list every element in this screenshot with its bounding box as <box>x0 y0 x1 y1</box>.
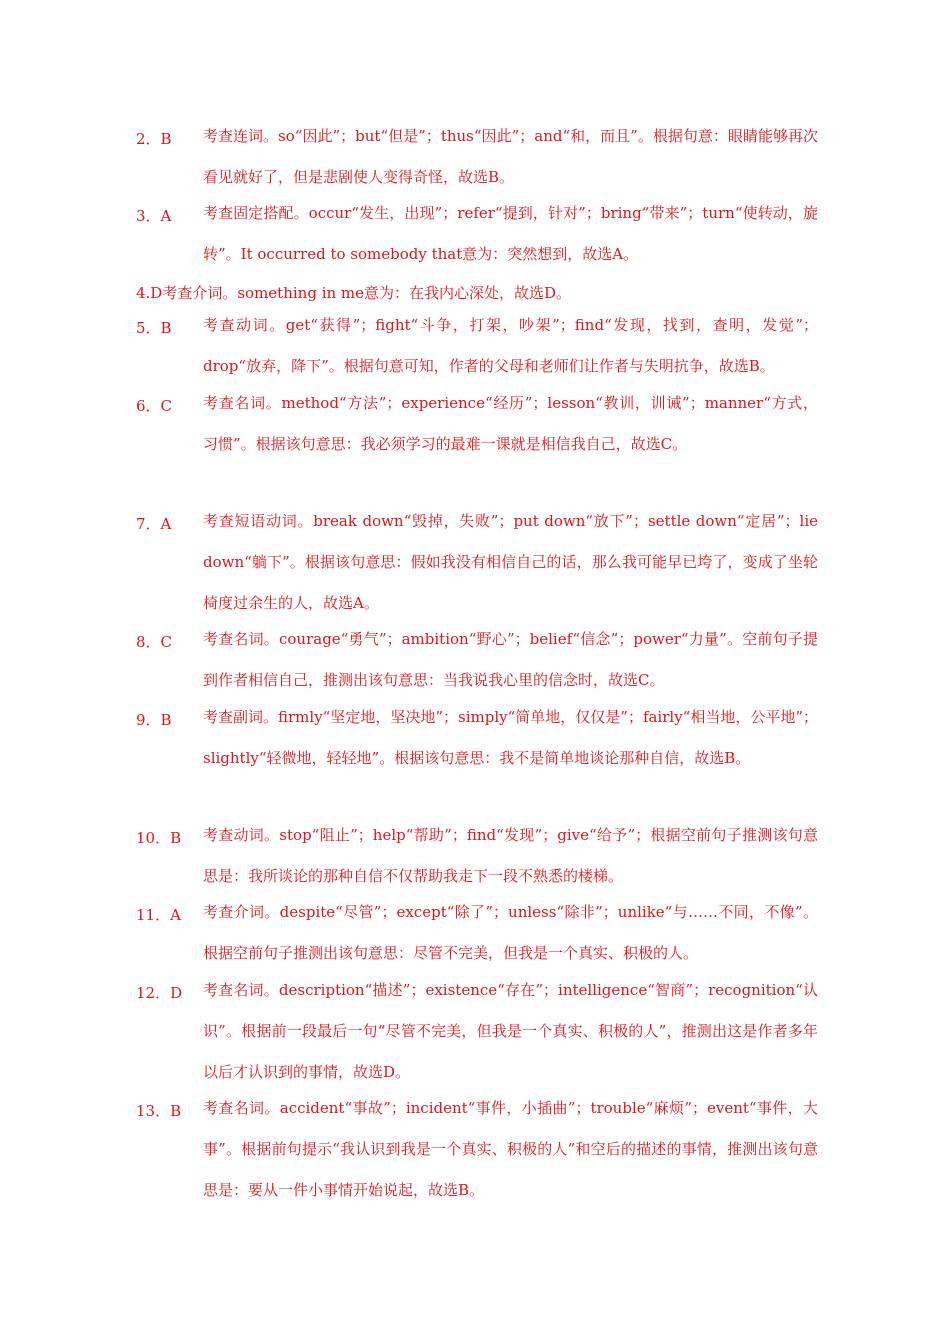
answer-number: 3．A <box>136 207 172 225</box>
answer-explanation: 考查名词。accident“事故”；incident“事件，小插曲”；trouble“麻烦”；event“事件，大事”。根据前句提示“我认识到我是一个真实、积极的人”和空后的描述的事情，推测出该句意思是：要从一件小事情开始说起，故选B。 <box>203 1099 818 1199</box>
answer-item-6 <box>136 395 818 465</box>
answer-explanation: 考查名词。description“描述”；existence“存在”；intelligence“智商”；recognition“认识”。根据前一段最后一句“尽管不完美，但我是一个真实、积极的人”，推测出这是作者多年以后才认识到的事情，故选D。 <box>203 981 818 1081</box>
answer-item-10 <box>136 827 818 897</box>
answer-item-8 <box>136 631 818 701</box>
answer-explanation: 考查名词。courage“勇气”；ambition“野心”；belief“信念”；power“力量”。空前句子提到作者相信自己，推测出该句意思：当我说我心里的信念时，故选C。 <box>203 630 818 689</box>
answer-number: 7．A <box>136 515 172 533</box>
answer-item-2 <box>136 128 818 198</box>
answer-item-12 <box>136 982 818 1093</box>
answer-item-5 <box>136 317 818 387</box>
answer-number: 9．B <box>136 711 172 729</box>
answer-number: 5．B <box>136 319 172 337</box>
answer-explanation: 考查连词。so“因此”；but“但是”；thus“因此”；and“和，而且”。根据句意：眼睛能够再次看见就好了，但是悲剧使人变得奇怪，故选B。 <box>203 127 818 186</box>
answer-explanation: 考查副词。firmly“坚定地，坚决地”；simply“简单地，仅仅是”；fairly“相当地，公平地”；slightly“轻微地，轻轻地”。根据该句意思：我不是简单地谈论那种自信，故选B。 <box>203 708 819 767</box>
answer-item-13 <box>136 1100 818 1211</box>
answer-item-7 <box>136 513 818 624</box>
answer-number: 6．C <box>136 397 173 415</box>
answer-item-3 <box>136 205 818 275</box>
answer-number: 10．B <box>136 829 182 847</box>
answer-number: 8．C <box>136 633 173 651</box>
answer-explanation: 考查名词。method“方法”；experience“经历”；lesson“教训，训诫”；manner“方式，习惯”。根据该句意思：我必须学习的最难一课就是相信我自己，故选C。 <box>203 394 818 453</box>
answer-item-11 <box>136 904 818 974</box>
answer-number: 4.D <box>136 284 163 302</box>
answer-number: 11．A <box>136 906 181 924</box>
answer-number: 2．B <box>136 130 172 148</box>
answer-explanation: 考查动词。get“获得”；fight“斗争，打架，吵架”；find“发现，找到，查明，发觉”；drop“放弃，降下”。根据句意可知，作者的父母和老师们让作者与失明抗争，故选B。 <box>203 316 818 375</box>
answer-explanation: 考查介词。despite“尽管”；except“除了”；unless“除非”；unlike“与……不同，不像”。根据空前句子推测出该句意思：尽管不完美，但我是一个真实、积极的人。 <box>203 903 818 962</box>
answer-item-9 <box>136 709 818 779</box>
answer-explanation: 考查动词。stop“阻止”；help“帮助”；find“发现”；give“给予”；根据空前句子推测该句意思是：我所谈论的那种自信不仅帮助我走下一段不熟悉的楼梯。 <box>203 826 818 885</box>
answer-explanation: 考查固定搭配。occur“发生，出现”；refer“提到，针对”；bring“带来”；turn“使转动，旋转”。It occurred to somebody that意为：突然想到，故选A。 <box>203 204 818 263</box>
answer-item-4 <box>136 282 818 303</box>
answer-explanation: 考查介词。something in me意为：在我内心深处，故选D。 <box>162 284 572 302</box>
answer-number: 13．B <box>136 1102 182 1120</box>
answer-explanation: 考查短语动词。break down“毁掉，失败”；put down“放下”；settle down“定居”；lie down“躺下”。根据该句意思：假如我没有相信自己的话，那么我可能早已垮了，变成了坐轮椅度过余生的人，故选A。 <box>203 512 818 612</box>
answer-number: 12．D <box>136 984 183 1002</box>
